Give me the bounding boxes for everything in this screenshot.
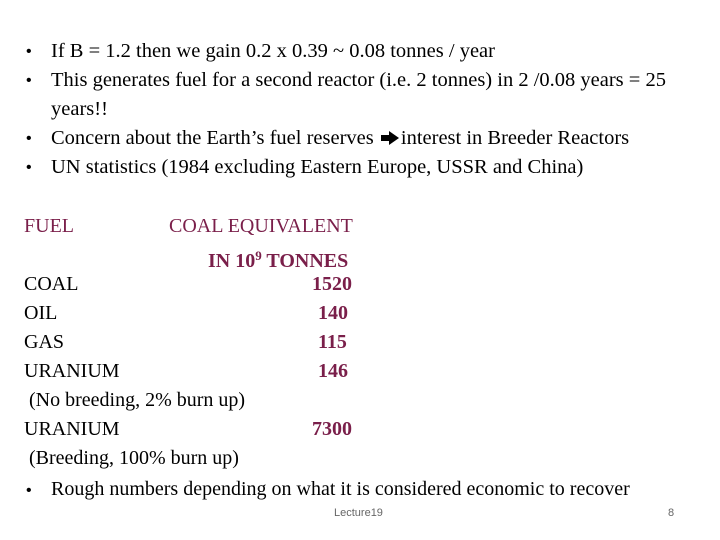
header-tonnes: TONNES [261, 250, 349, 272]
fuel-note: (No breeding, 2% burn up) [24, 389, 246, 411]
table-row [24, 386, 704, 415]
bullet-list [24, 37, 704, 182]
table-row [24, 328, 704, 357]
footer-lecture: Lecture19 [334, 507, 383, 519]
header-exponent: 9 [255, 248, 262, 263]
bullet-item [24, 37, 704, 66]
bullet-text: Rough numbers depending on what it is considered economic to recover [51, 478, 630, 500]
bullet-item [24, 124, 704, 153]
fuel-note: (Breeding, 100% burn up) [24, 447, 239, 469]
bullet-item [24, 66, 704, 124]
bullet-text: This generates fuel for a second reactor (i.e. 2 tonnes) in 2 /0.08 years = 25 years!! [51, 69, 666, 120]
bullet-dot: • [26, 72, 32, 89]
fuel-value: 7300 [312, 418, 352, 440]
bullet-item [24, 475, 630, 505]
fuel-value: 115 [318, 331, 347, 353]
header-fuel: FUEL [24, 215, 74, 237]
fuel-name: COAL [24, 273, 79, 295]
header-in: IN 10 [208, 250, 256, 272]
bullet-dot: • [26, 130, 32, 147]
table-row [24, 415, 704, 444]
fuel-table [24, 212, 704, 473]
fuel-name: OIL [24, 302, 58, 324]
bullet-text: If B = 1.2 then we gain 0.2 x 0.39 ~ 0.08 tonnes / year [51, 40, 495, 62]
table-header-row [24, 241, 704, 270]
fuel-name: URANIUM [24, 418, 120, 440]
table-row [24, 357, 704, 386]
table-header-row [24, 212, 704, 241]
bullet-item [24, 153, 704, 182]
arrow-right-icon [381, 131, 399, 145]
fuel-value: 140 [318, 302, 348, 324]
table-row [24, 444, 704, 473]
fuel-name: URANIUM [24, 360, 120, 382]
fuel-name: GAS [24, 331, 65, 353]
table-row [24, 270, 704, 299]
table-row [24, 299, 704, 328]
bullet-text: UN statistics (1984 excluding Eastern Europe, USSR and China) [51, 156, 584, 178]
bullet-dot: • [26, 159, 32, 176]
page-number: 8 [668, 507, 675, 519]
bullet-dot: • [26, 482, 32, 499]
fuel-value: 146 [318, 360, 348, 382]
header-coal-equivalent: COAL EQUIVALENT [169, 215, 353, 237]
bullet-text-before: Concern about the Earth’s fuel reserves [51, 127, 374, 149]
bullet-dot: • [26, 43, 32, 60]
bullet-text-after: interest in Breeder Reactors [400, 127, 630, 149]
fuel-value: 1520 [312, 273, 352, 295]
